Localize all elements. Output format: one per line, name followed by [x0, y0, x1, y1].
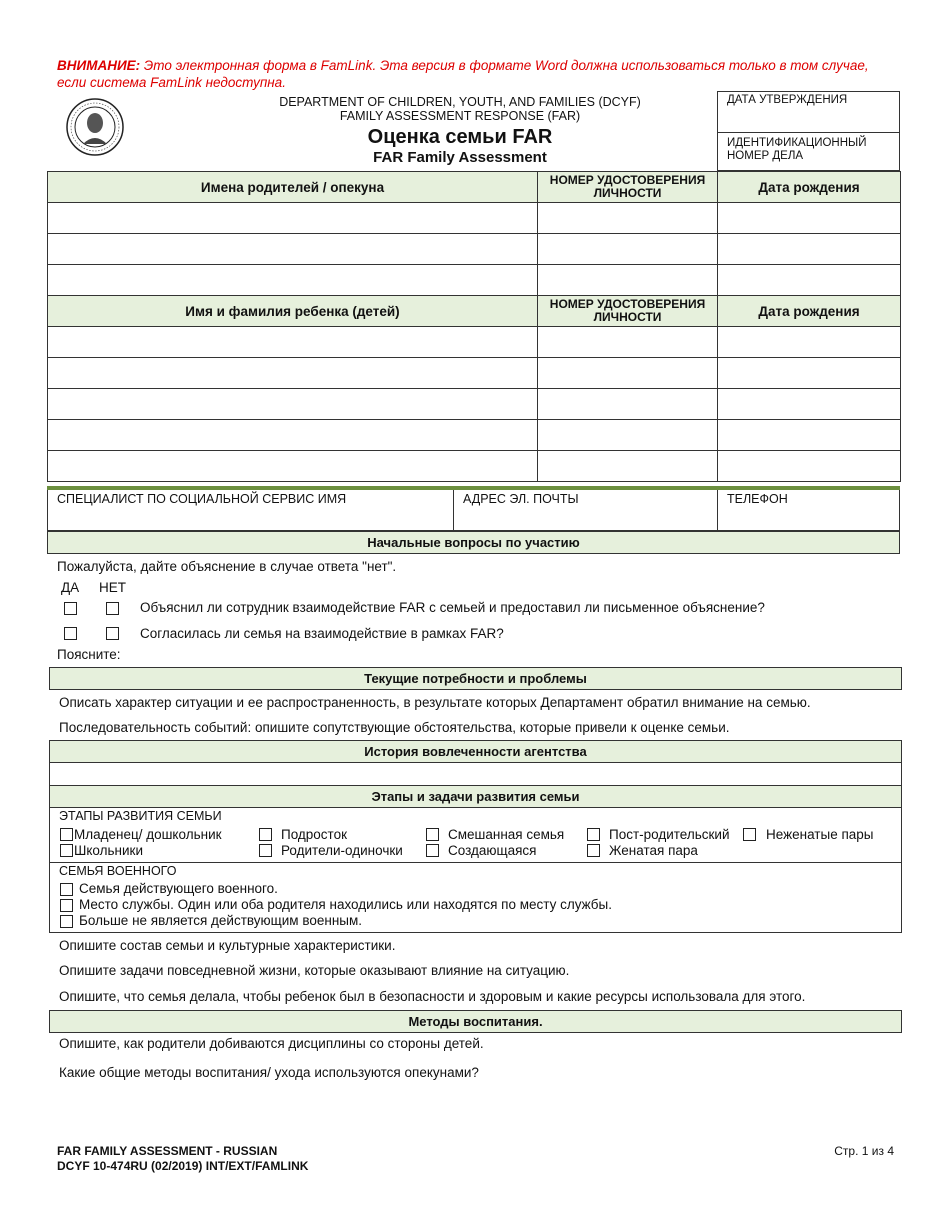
parent-dob-cell[interactable] — [718, 234, 901, 265]
phone-field[interactable] — [718, 490, 899, 530]
warning-label: ВНИМАНИЕ: — [57, 58, 141, 73]
child-dob-cell[interactable] — [718, 389, 901, 420]
no-column-label: НЕТ — [99, 580, 126, 595]
stages-label: ЭТАПЫ РАЗВИТИЯ СЕМЬИ — [59, 809, 222, 823]
yes-column-label: ДА — [61, 580, 80, 595]
married-checkbox[interactable] — [587, 844, 600, 857]
children-header-row — [48, 296, 901, 327]
school-label: Школьники — [74, 843, 143, 858]
question-2: Согласилась ли семья на взаимодействие в рамках FAR? — [140, 626, 504, 641]
parent-name-cell[interactable] — [48, 265, 538, 296]
forming-checkbox[interactable] — [426, 844, 439, 857]
child-id-cell[interactable] — [538, 451, 718, 482]
worker-name-field[interactable] — [48, 490, 454, 530]
single-parent-checkbox[interactable] — [259, 844, 272, 857]
table-row — [48, 358, 901, 389]
q2-yes-checkbox[interactable] — [64, 627, 77, 640]
school-checkbox[interactable] — [60, 844, 73, 857]
footer-form-title: FAR FAMILY ASSESSMENT - RUSSIAN — [57, 1144, 278, 1158]
single-parent-label: Родители-одиночки — [281, 843, 403, 858]
forming-label: Создающаяся — [448, 843, 537, 858]
discipline-prompt: Опишите, как родители добиваются дисциплины со стороны детей. — [59, 1036, 484, 1051]
child-dob-cell[interactable] — [718, 358, 901, 389]
email-label: АДРЕС ЭЛ. ПОЧТЫ — [463, 492, 579, 506]
parent-name-cell[interactable] — [48, 234, 538, 265]
child-dob-cell[interactable] — [718, 420, 901, 451]
q2-no-checkbox[interactable] — [106, 627, 119, 640]
daily-tasks-prompt: Опишите задачи повседневной жизни, которые оказывают влияние на ситуацию. — [59, 963, 570, 978]
stages-divider — [49, 862, 902, 863]
footer-form-code: DCYF 10-474RU (02/2019) INT/EXT/FAMLINK — [57, 1159, 309, 1173]
parents-header-row — [48, 172, 901, 203]
child-id-cell[interactable] — [538, 327, 718, 358]
table-row — [48, 265, 901, 296]
events-sequence: Последовательность событий: опишите сопутствующие обстоятельства, которые привели к оценке семьи. — [59, 720, 730, 735]
page-number: Стр. 1 из 4 — [834, 1144, 894, 1158]
parent-id-cell[interactable] — [538, 203, 718, 234]
parenting-methods-header: Методы воспитания. — [49, 1010, 902, 1033]
parents-id-header: НОМЕР УДОСТОВЕРЕНИЯ ЛИЧНОСТИ — [538, 172, 718, 203]
form-title-en: FAR Family Assessment — [373, 149, 547, 166]
military-deployed-checkbox[interactable] — [60, 899, 73, 912]
current-needs-header: Текущие потребности и проблемы — [49, 667, 902, 690]
id-box — [717, 91, 900, 171]
initial-instruction: Пожалуйста, дайте объяснение в случае ответа "нет". — [57, 559, 397, 574]
military-label: СЕМЬЯ ВОЕННОГО — [59, 864, 177, 878]
children-name-header: Имя и фамилия ребенка (детей) — [48, 296, 538, 327]
agency-history-header: История вовлеченности агентства — [49, 740, 902, 763]
military-active-label: Семья действующего военного. — [79, 881, 278, 896]
email-field[interactable] — [454, 490, 718, 530]
child-id-cell[interactable] — [538, 358, 718, 389]
care-methods-prompt: Какие общие методы воспитания/ ухода используются опекунами? — [59, 1065, 479, 1080]
post-parental-label: Пост-родительский — [609, 827, 730, 842]
military-deployed-label: Место службы. Один или оба родителя находились или находятся по месту службы. — [79, 897, 612, 912]
child-id-cell[interactable] — [538, 389, 718, 420]
post-parental-checkbox[interactable] — [587, 828, 600, 841]
infant-label: Младенец/ дошкольник — [74, 827, 222, 842]
infant-checkbox[interactable] — [60, 828, 73, 841]
table-row — [48, 420, 901, 451]
warning-banner — [57, 57, 887, 91]
teen-label: Подросток — [281, 827, 348, 842]
family-stages-header: Этапы и задачи развития семьи — [49, 785, 902, 808]
parents-dob-header: Дата рождения — [718, 172, 901, 203]
explain-label: Поясните: — [57, 647, 121, 662]
initial-questions-header: Начальные вопросы по участию — [47, 531, 900, 554]
blended-checkbox[interactable] — [426, 828, 439, 841]
case-id-field[interactable] — [718, 132, 899, 172]
form-header — [250, 95, 670, 167]
married-label: Женатая пара — [609, 843, 698, 858]
child-name-cell[interactable] — [48, 358, 538, 389]
military-former-label: Больше не является действующим военным. — [79, 913, 363, 928]
needs-description: Описать характер ситуации и ее распространенность, в результате которых Департамент обратил внимание на семью. — [59, 695, 811, 710]
parent-name-cell[interactable] — [48, 203, 538, 234]
q1-no-checkbox[interactable] — [106, 602, 119, 615]
parent-dob-cell[interactable] — [718, 203, 901, 234]
child-name-cell[interactable] — [48, 420, 538, 451]
worker-name-label: СПЕЦИАЛИСТ ПО СОЦИАЛЬНОЙ СЕРВИС ИМЯ — [57, 492, 347, 506]
blended-label: Смешанная семья — [448, 827, 565, 842]
agency-history-field[interactable] — [49, 763, 902, 786]
unmarried-checkbox[interactable] — [743, 828, 756, 841]
family-members-table — [47, 171, 901, 482]
parent-dob-cell[interactable] — [718, 265, 901, 296]
program-name: FAMILY ASSESSMENT RESPONSE (FAR) — [339, 109, 581, 123]
footer-form-info — [57, 1144, 308, 1174]
unmarried-label: Неженатые пары — [766, 827, 874, 842]
teen-checkbox[interactable] — [259, 828, 272, 841]
child-id-cell[interactable] — [538, 420, 718, 451]
warning-text: Это электронная форма в FamLink. Эта версия в формате Word должна использоваться только в том случае, если система FamLink недоступна. — [57, 58, 869, 90]
safety-resources-prompt: Опишите, что семья делала, чтобы ребенок был в безопасности и здоровым и какие ресурсы использовала для этого. — [59, 989, 806, 1004]
table-row — [48, 203, 901, 234]
parent-id-cell[interactable] — [538, 234, 718, 265]
child-name-cell[interactable] — [48, 451, 538, 482]
contact-row — [47, 490, 900, 531]
phone-label: ТЕЛЕФОН — [727, 492, 788, 506]
table-row — [48, 451, 901, 482]
children-id-header: НОМЕР УДОСТОВЕРЕНИЯ ЛИЧНОСТИ — [538, 296, 718, 327]
military-former-checkbox[interactable] — [60, 915, 73, 928]
child-name-cell[interactable] — [48, 389, 538, 420]
table-row — [48, 234, 901, 265]
approval-date-field[interactable] — [718, 92, 899, 132]
table-row — [48, 389, 901, 420]
child-dob-cell[interactable] — [718, 451, 901, 482]
child-dob-cell[interactable] — [718, 327, 901, 358]
table-row — [48, 327, 901, 358]
question-1: Объяснил ли сотрудник взаимодействие FAR с семьей и предоставил ли письменное объяснение? — [140, 600, 765, 615]
q1-yes-checkbox[interactable] — [64, 602, 77, 615]
state-seal-icon — [66, 98, 124, 156]
military-active-checkbox[interactable] — [60, 883, 73, 896]
department-name: DEPARTMENT OF CHILDREN, YOUTH, AND FAMILIES (DCYF) — [279, 95, 641, 109]
form-title-ru: Оценка семьи FAR — [367, 126, 553, 148]
parent-id-cell[interactable] — [538, 265, 718, 296]
parents-name-header: Имена родителей / опекуна — [48, 172, 538, 203]
children-dob-header: Дата рождения — [718, 296, 901, 327]
approval-date-label: ДАТА УТВЕРЖДЕНИЯ — [727, 94, 848, 106]
child-name-cell[interactable] — [48, 327, 538, 358]
family-composition-prompt: Опишите состав семьи и культурные характеристики. — [59, 938, 396, 953]
case-id-label: ИДЕНТИФИКАЦИОННЫЙ НОМЕР ДЕЛА — [727, 137, 867, 162]
